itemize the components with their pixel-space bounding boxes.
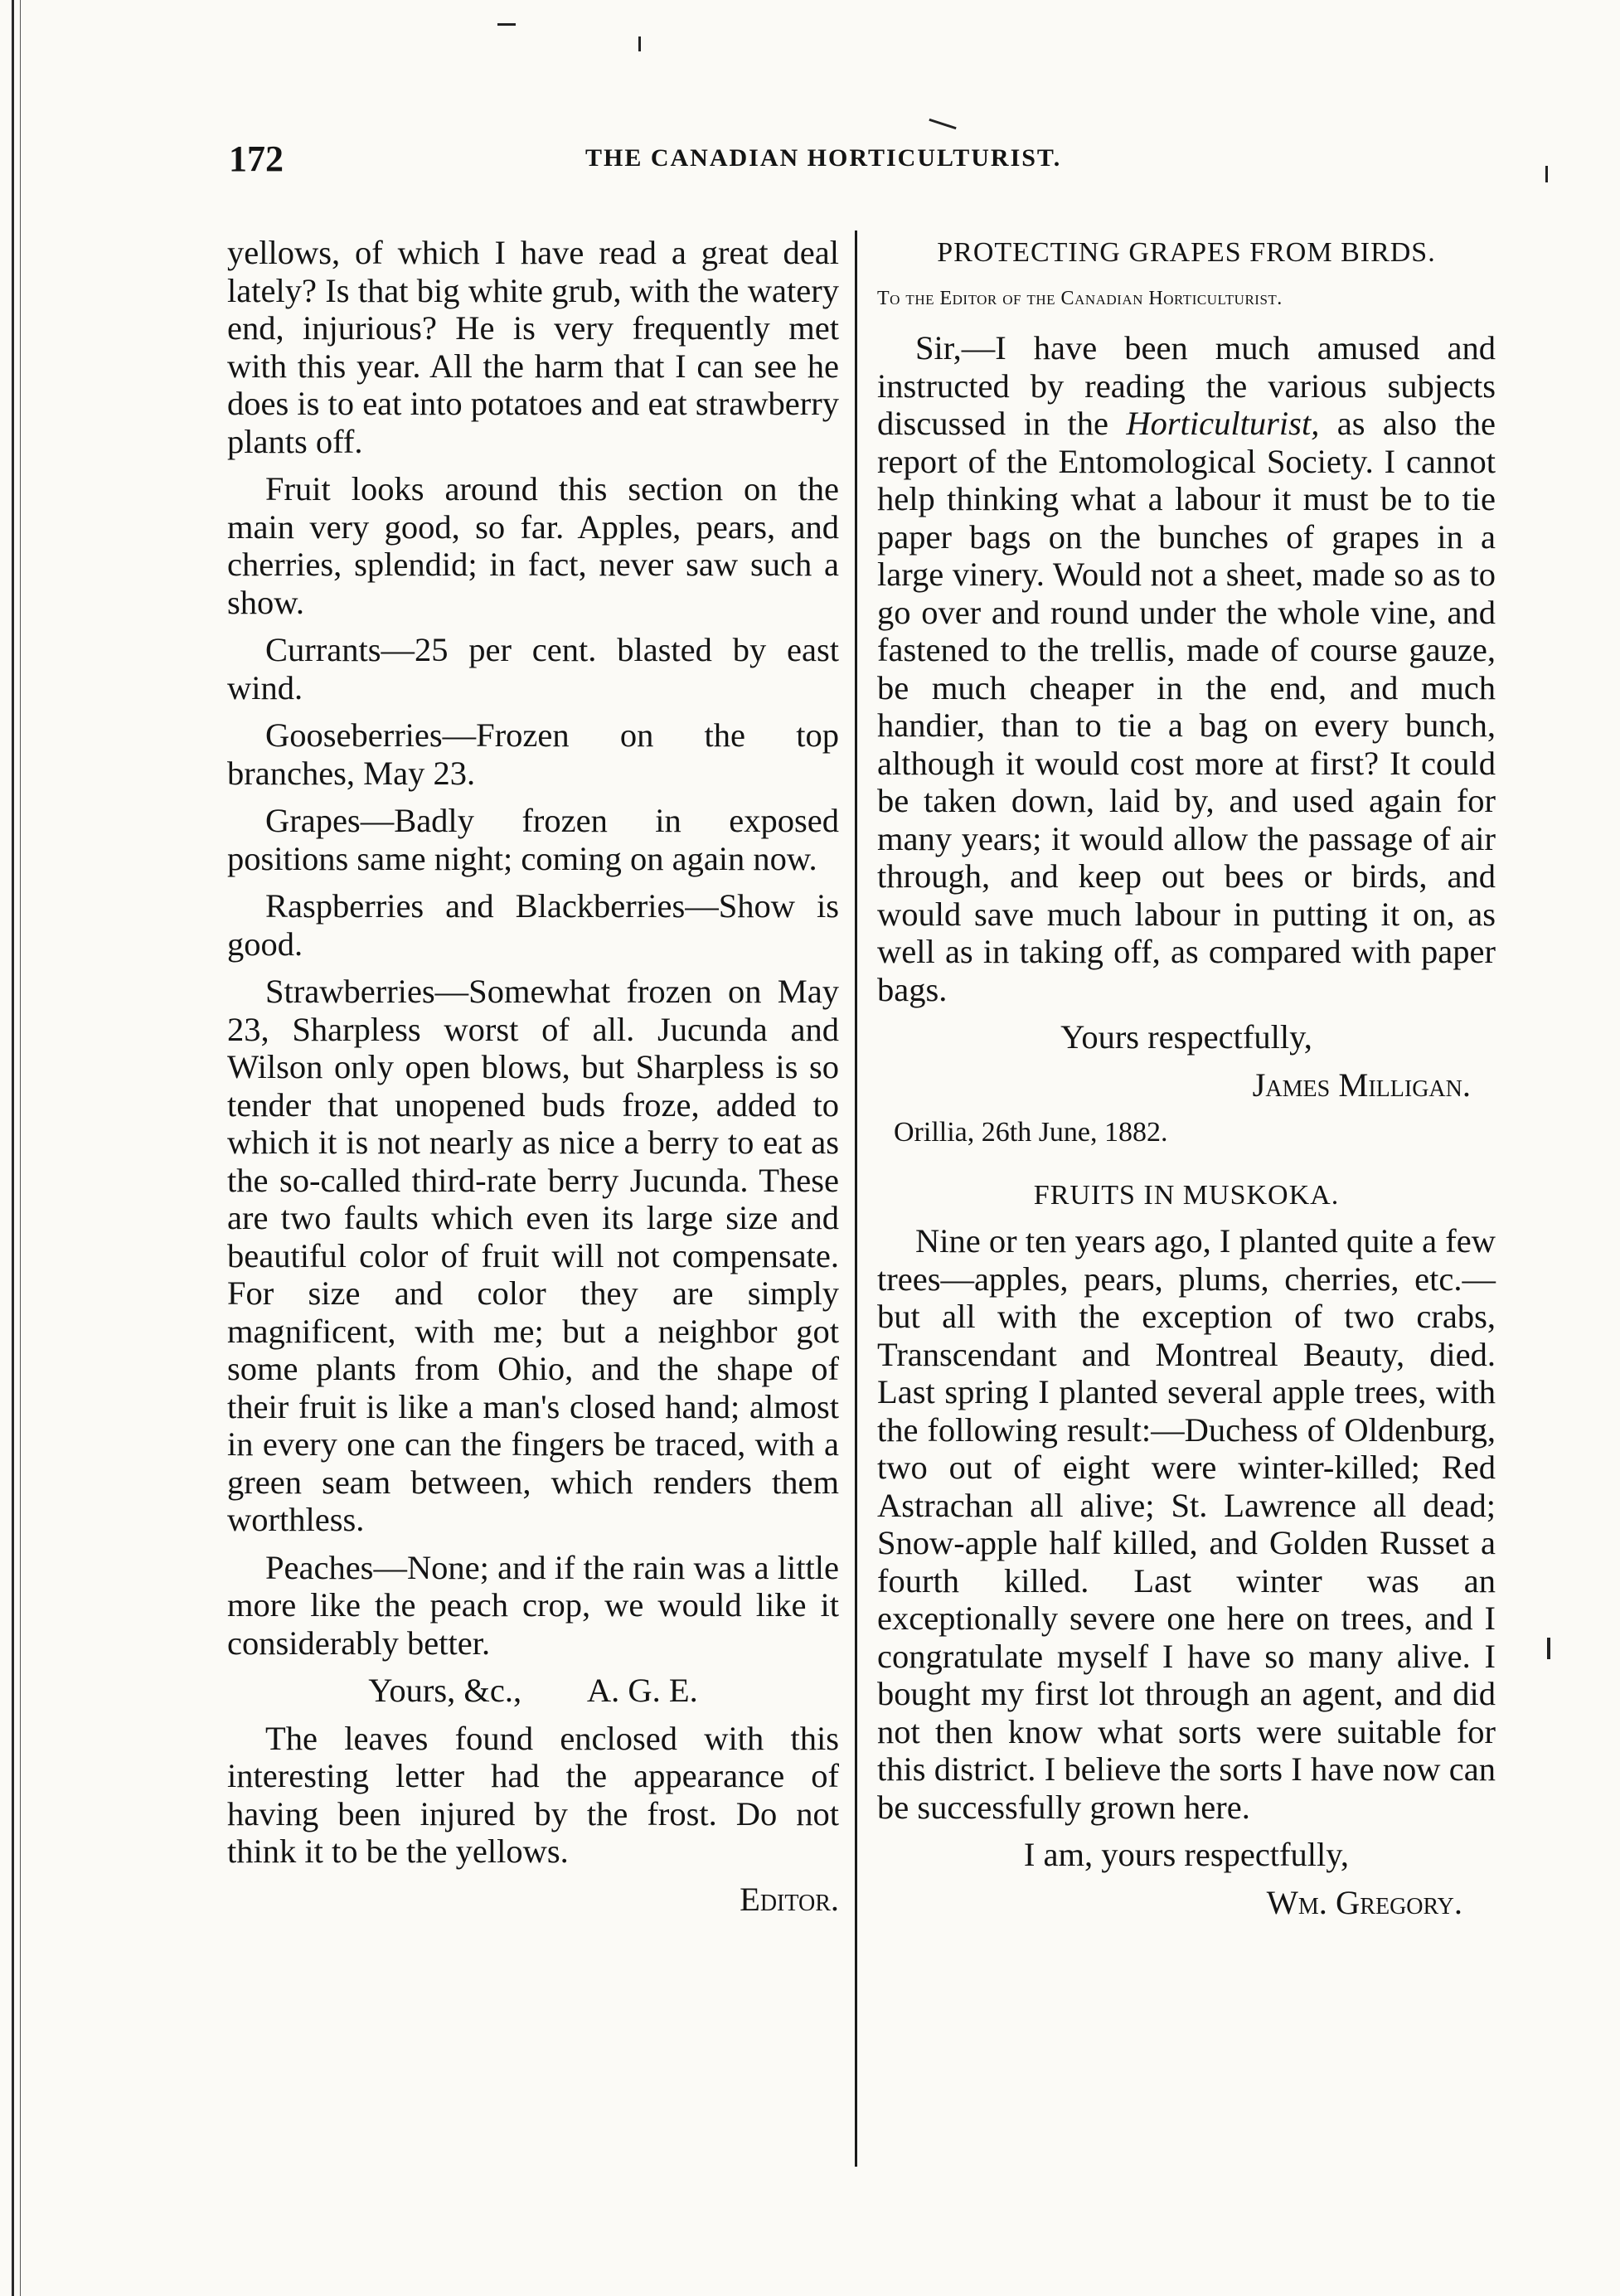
editor-note: The leaves found enclosed with this interesting letter had the appearance of having been injured by the frost. Do not think it to be the yellows. bbox=[227, 1719, 839, 1870]
paragraph: Peaches—None; and if the rain was a little more like the peach crop, we would like it considerably better. bbox=[227, 1548, 839, 1662]
right-column bbox=[877, 234, 1496, 1931]
paragraph: Fruit looks around this section on the main very good, so far. Apples, pears, and cherries, splendid; in fact, never saw such a show. bbox=[227, 470, 839, 621]
letter-signature: Wm. Gregory. bbox=[1266, 1883, 1462, 1921]
editor-signature: Editor. bbox=[740, 1880, 839, 1918]
article-title: PROTECTING GRAPES FROM BIRDS. bbox=[937, 237, 1436, 268]
letter-closing: I am, yours respectfully, bbox=[1023, 1836, 1350, 1873]
paragraph: yellows, of which I have read a great deal lately? Is that big white grub, with the watery end, injurious? He is very frequently met with this year. All the harm that I can see he does is to eat into potatoes and eat strawberry plants off. bbox=[227, 234, 839, 460]
paragraph: Gooseberries—Frozen on the top branches, May 23. bbox=[227, 716, 839, 792]
page-edge-rule-inner bbox=[20, 0, 21, 2296]
ink-speck bbox=[1545, 166, 1548, 182]
ink-speck bbox=[1547, 1638, 1550, 1659]
article-title: FRUITS IN MUSKOKA. bbox=[1033, 1179, 1340, 1211]
paragraph: Grapes—Badly frozen in exposed positions same night; coming on again now. bbox=[227, 802, 839, 877]
page-number: 172 bbox=[229, 138, 284, 179]
letter-body: Sir,—I have been much amused and instructed by reading the various subjects discussed in the Horticulturist, as also the report of the Entomological Society. I cannot help thinking what a labour it must be to tie paper bags on the bunches of grapes in a large vinery. Would not a sheet, made so as to go over and round under the whole vine, and fastened to the trellis, made of course gauze, be much cheaper in the end, and much handier, than to tie a bag on every bunch, although it would cost more at first? It could be taken down, laid by, and used again for many years; it would allow the passage of air through, and keep out bees or birds, and would save much labour in putting it on, as well as in taking off, as compared with paper bags. bbox=[877, 329, 1496, 1008]
ink-speck bbox=[638, 36, 641, 51]
paragraph: Currants—25 per cent. blasted by east wind. bbox=[227, 631, 839, 706]
letter-signoff: Yours, &c., A. G. E. bbox=[368, 1672, 698, 1709]
page-edge-rule bbox=[12, 0, 14, 2296]
letter-signature: James Milligan. bbox=[1252, 1065, 1471, 1104]
column-divider bbox=[855, 231, 857, 2167]
dateline: Orillia, 26th June, 1882. bbox=[894, 1117, 1168, 1148]
running-title: THE CANADIAN HORTICULTURIST. bbox=[585, 144, 1062, 172]
paragraph: Raspberries and Blackberries—Show is good. bbox=[227, 887, 839, 963]
ink-speck bbox=[929, 119, 956, 129]
salutation-header: To the Editor of the Canadian Horticulturist. bbox=[877, 287, 1283, 309]
left-column bbox=[227, 234, 839, 1928]
page-header bbox=[229, 138, 1149, 187]
paragraph: Strawberries—Somewhat frozen on May 23, Sharpless worst of all. Jucunda and Wilson only open blows, but Sharpless is so tender that unopened buds froze, added to which it is not nearly as nice a berry to eat as the so-called third-rate berry Jucunda. These are two faults which even its large size and beautiful color of fruit will not compensate. For size and color they are simply magnificent, with me; but a neighbor got some plants from Ohio, and the shape of their fruit is like a man's closed hand; almost in every one can the fingers be traced, with a green seam between, which renders them worthless. bbox=[227, 973, 839, 1538]
italic-title: Horticulturist, bbox=[1126, 405, 1320, 442]
letter-closing: Yours respectfully, bbox=[1060, 1018, 1312, 1056]
letter-body: Nine or ten years ago, I planted quite a few trees—apples, pears, plums, cherries, etc.—but all with the exception of two crabs, Transcendant and Montreal Beauty, died. Last spring I planted several apple trees, with the following result:—Duchess of Oldenburg, two out of eight were winter-killed; Red Astrachan all alive; St. Lawrence all dead; Snow-apple half killed, and Golden Russet a fourth killed. Last winter was an exceptionally severe one here on trees, and I congratulate myself I have so many alive. I bought my first lot through an agent, and did not then know what sorts were suitable for this district. I believe the sorts I have now can be successfully grown here. bbox=[877, 1222, 1496, 1826]
ink-speck bbox=[497, 23, 516, 26]
